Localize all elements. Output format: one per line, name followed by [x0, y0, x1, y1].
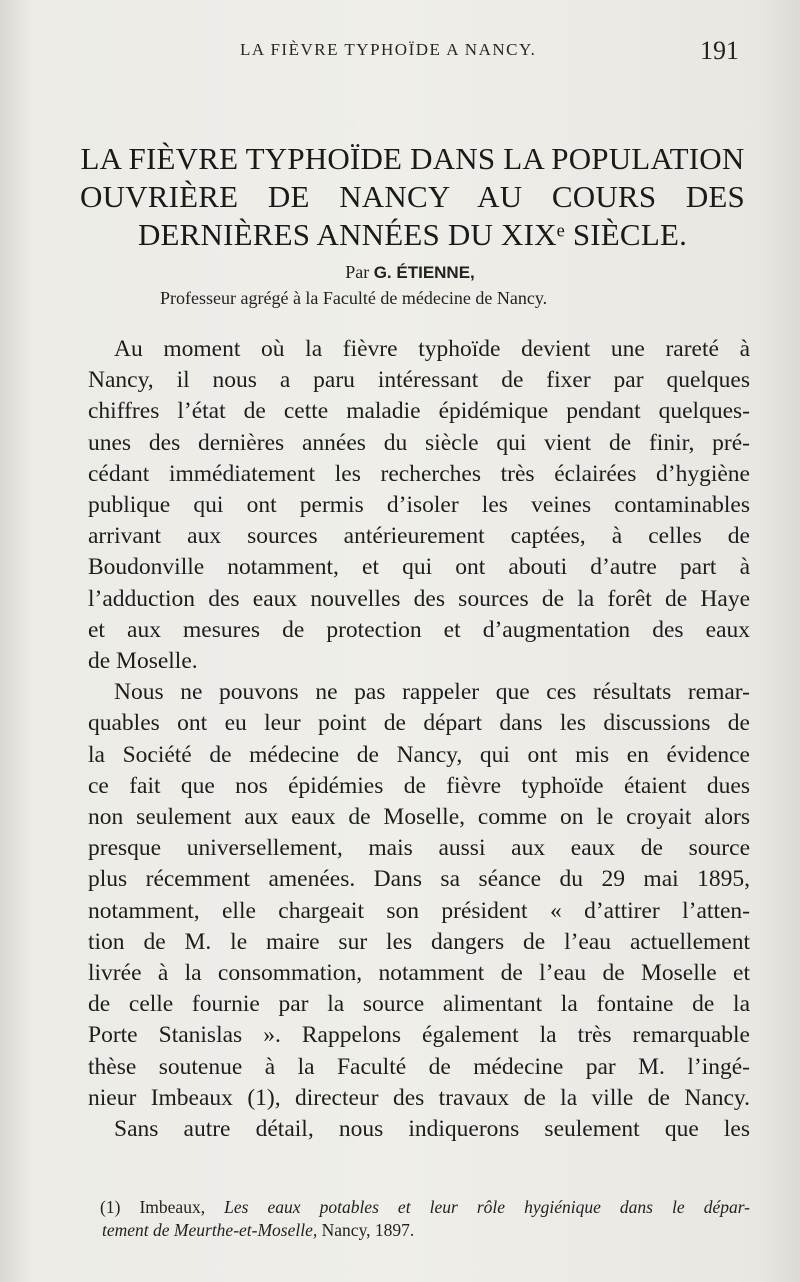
- title-line: LA FIÈVRE TYPHOÏDE DANS LA POPULATION: [80, 141, 745, 176]
- body-line: Nancy, il nous a paru intéressant de fixer par quelques: [88, 367, 750, 394]
- byline: [0, 262, 800, 283]
- footnote: [100, 1196, 750, 1242]
- body-line: nieur Imbeaux (1), directeur des travaux de la ville de Nancy.: [88, 1084, 750, 1111]
- article-body: [88, 334, 750, 1145]
- title-line: OUVRIÈRE DE NANCY AU COURS DES: [80, 179, 745, 214]
- footnote-marker: (1): [100, 1197, 121, 1217]
- body-line: de celle fournie par la source alimentant la fontaine de la: [88, 991, 750, 1018]
- body-line: Sans autre détail, nous indiquerons seulement que les: [114, 1116, 750, 1143]
- body-line: Porte Stanislas ». Rappelons également la très remarquable: [88, 1022, 750, 1049]
- body-line: Au moment où la fièvre typhoïde devient une rareté à: [114, 336, 750, 362]
- article-title: [80, 140, 745, 254]
- body-line: plus récemment amenées. Dans sa séance du 29 mai 1895,: [88, 866, 750, 893]
- running-head: LA FIÈVRE TYPHOÏDE A NANCY.: [240, 40, 537, 59]
- title-line: DERNIÈRES ANNÉES DU XIXᵉ SIÈCLE.: [137, 217, 688, 252]
- body-line: et aux mesures de protection et d’augmentation des eaux: [88, 616, 750, 643]
- body-line: l’adduction des eaux nouvelles des sources de la forêt de Haye: [88, 585, 750, 612]
- footnote-line: [100, 1219, 750, 1242]
- body-line: notamment, elle chargeait son président « d’attirer l’atten-: [88, 897, 750, 924]
- page-number: 191: [700, 36, 739, 65]
- body-line: publique qui ont permis d’isoler les veines contaminables: [88, 492, 750, 519]
- footnote-author: Imbeaux,: [139, 1197, 206, 1217]
- body-line: ce fait que nos épidémies de fièvre typhoïde étaient dues: [88, 772, 750, 799]
- footnote-title: Les eaux potables et leur rôle hygiénique dans le dépar-: [224, 1197, 751, 1217]
- body-line: Boudonville notamment, et qui ont abouti d’autre part à: [88, 554, 750, 581]
- body-line: unes des dernières années du siècle qui vient de finir, pré-: [88, 429, 750, 456]
- body-line: arrivant aux sources antérieurement captées, à celles de: [88, 523, 750, 550]
- footnote-title-cont: tement de Meurthe-et-Moselle,: [102, 1220, 318, 1240]
- byline-prefix: Par: [345, 262, 370, 282]
- author-name: G. ÉTIENNE,: [373, 263, 475, 282]
- footnote-publication: Nancy, 1897.: [321, 1220, 415, 1240]
- body-line: de Moselle.: [88, 648, 198, 675]
- body-line: thèse soutenue à la Faculté de médecine par M. l’ingé-: [88, 1053, 750, 1080]
- footnote-line: [100, 1196, 750, 1219]
- body-line: presque universellement, mais aussi aux eaux de source: [88, 835, 750, 862]
- body-line: Nous ne pouvons ne pas rappeler que ces résultats remar-: [114, 679, 750, 706]
- body-line: cédant immédiatement les recherches très éclairées d’hygiène: [88, 460, 750, 487]
- body-line: non seulement aux eaux de Moselle, comme on le croyait alors: [88, 804, 750, 831]
- author-affiliation: Professeur agrégé à la Faculté de médecine de Nancy.: [160, 288, 548, 308]
- body-line: quables ont eu leur point de départ dans les discussions de: [88, 710, 750, 737]
- body-line: chiffres l’état de cette maladie épidémique pendant quelques-: [88, 398, 750, 425]
- body-line: tion de M. le maire sur les dangers de l’eau actuellement: [88, 928, 750, 955]
- body-line: la Société de médecine de Nancy, qui ont mis en évidence: [88, 741, 750, 768]
- body-line: livrée à la consommation, notamment de l’eau de Moselle et: [88, 960, 750, 987]
